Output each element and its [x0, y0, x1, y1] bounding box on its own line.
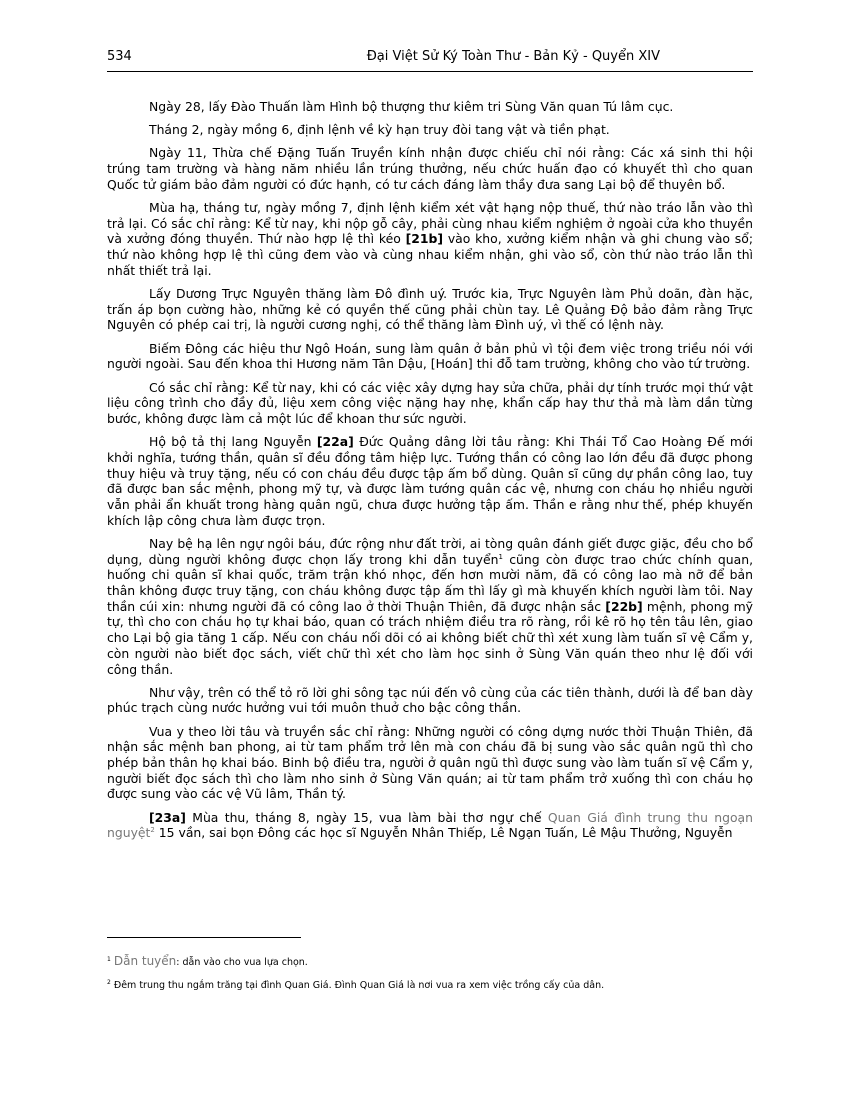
footnote [107, 955, 757, 969]
paragraph-text: cũng còn được trao chức chính quan, huống chi quân sĩ khai quốc, trăm trận khó nhọc, đến hơn mười năm, đã có công lao mà nỡ để bản thân không được truy tặng, con cháu không được tập ấm thì lấy gì mà khuyến khích người làm tôi. Nay thần cúi xin: nhưng người đã có công lao ở thời Thuận Thiên, đã được nhận sắc [107, 551, 754, 614]
paragraph [107, 810, 753, 841]
footnote-separator [107, 937, 301, 938]
paragraph: Như vậy, trên có thể tỏ rõ lời ghi sông tạc núi đến vô cùng của các tiên thành, dưới là để ban dày phúc trạch cùng nước hưởng vui tới muôn thuở cho bậc công thần. [107, 684, 753, 716]
paragraph-text: mệnh, phong mỹ tự, thì cho con cháu họ tự khai báo, quan có trách nhiệm điều tra rõ ràng, rồi kê rõ họ tên tâu lên, giao cho Lại bộ gia tăng 1 cấp. Nếu con cháu nối dõi có ai không biết chữ thì xét xung làm tuấn sĩ vệ Cẩm y, còn người nào biết đọc sách, viết chữ thì xét cho làm học sinh ở Sùng Văn quán theo như lệ đối với công thần. [107, 598, 753, 677]
paragraph: Ngày 28, lấy Đào Thuấn làm Hình bộ thượng thư kiêm tri Sùng Văn quan Tú lâm cục. [149, 99, 674, 114]
folio-marker: [23a] [149, 809, 186, 825]
paragraph-text: 15 vần, sai bọn Đông các học sĩ Nguyễn Nhân Thiếp, Lê Ngạn Tuấn, Lê Mậu Thưởng, Nguyễn [154, 825, 733, 841]
paragraph: Vua y theo lời tâu và truyền sắc chỉ rằng: Những người có công dựng nước thời Thuận Thiên, đã nhận sắc mệnh ban phong, ai từ tam phẩm trở lên mà con cháu đã bị sung vào sắc quân ngũ thì cho phép bản thân họ khai báo. Binh bộ điều tra, người ở quân ngũ thì được sung vào làm tuấn sĩ vệ Cẩm y, người biết đọc sách thì cho làm nho sinh ở Sùng Văn quán; ai từ tam phẩm trở xuống thì con cháu họ được sung vào các vệ Vũ lâm, Thần tý. [107, 723, 753, 802]
paragraph: Biếm Đông các hiệu thư Ngô Hoán, sung làm quân ở bản phủ vì tội đem việc trong triều nói với người ngoài. Sau đến khoa thi Hương năm Tân Dậu, [Hoán] thi đỗ tam trường, không cho vào tứ trường. [107, 340, 753, 372]
body-text [107, 99, 753, 849]
footnote-mark: 1 [107, 956, 111, 963]
paragraph-text: Nay bệ hạ lên ngự ngôi báu, đức rộng như đất trời, ai tòng quân đánh giết được giặc, đều cho bổ dụng, dùng người không được chọn lấy trong khi dẫn tuyển [107, 535, 753, 567]
footnote-mark: 2 [107, 979, 111, 986]
paragraph [107, 536, 753, 677]
paragraph-text: Mùa hạ, tháng tư, ngày mồng 7, định lệnh kiểm xét vật hạng nộp thuế, thứ nào tráo lẫn vào thì trả lại. Có sắc chỉ rằng: Kể từ nay, khi nộp gỗ cây, phải cùng nhau kiểm nghiệm ở ngoài cửa kho thuyền và xưởng đóng thuyền. Thứ nào hợp lệ thì kéo [107, 200, 753, 247]
page-number: 534 [107, 49, 132, 64]
paragraph: Lấy Dương Trực Nguyên thăng làm Đô đình uý. Trước kia, Trực Nguyên làm Phủ doãn, đàn hặc, trấn áp bọn cường hào, những kẻ có quyền thế cũng phải chùn tay. Lê Quảng Độ bảo đảm rằng Trực Nguyên có phép cai trị, là người cương nghị, có thể thăng làm Đình uý, vì thế có lệnh này. [107, 286, 753, 333]
footnotes [107, 955, 757, 1003]
paragraph [107, 200, 753, 279]
paragraph-text: Đức Quảng dâng lời tâu rằng: Khi Thái Tổ Cao Hoàng Đế mới khởi nghĩa, tướng thần, quân sĩ đều đồng tâm hiệp lực. Tướng thần có công lao lớn đều đã được phong thuy hiệu và truy tặng, nếu có con cháu đều được tập ấm bổ dùng. Quân sĩ cũng dự phần công lao, tuy đã được ban sắc mệnh, phong mỹ tự, và được làm tướng quân các vệ, nhưng con cháu họ nhiều người vẫn phải ẩn khuất trong hàng quân ngũ, chưa được hưởng tập ấm. Thần e rằng như thế, phép khuyến khích lập công chưa làm được trọn. [107, 434, 753, 528]
folio-marker: [22a] [316, 434, 354, 450]
running-title: Đại Việt Sử Ký Toàn Thư - Bản Kỷ - Quyển XIV [366, 49, 660, 64]
paragraph: Tháng 2, ngày mồng 6, định lệnh về kỳ hạn truy đòi tang vật và tiền phạt. [149, 122, 610, 138]
paragraph: Ngày 11, Thừa chế Đặng Tuấn Truyền kính nhận được chiếu chỉ nói rằng: Các xá sinh thi hội trúng tam trường và hàng năm nhiều lần trúng thưởng, nếu chức huấn đạo có khuyết thì cho quan Quốc tử giám bảo đảm người có đức hạnh, có tư cách đáng làm thầy đưa sang Lại bộ để thuyên bổ. [107, 145, 753, 192]
folio-marker: [21b] [405, 231, 444, 247]
footnote-ref: 2 [150, 826, 155, 835]
poem-title: Quan Giá đình trung thu ngoạn nguyệt [107, 809, 753, 841]
paragraph-text: vào kho, xưởng kiểm nhận và ghi chung vào sổ; thứ nào không hợp lệ thì cũng đem vào và cùng nhau kiểm nhận, ghi vào sổ, còn thứ nào tráo lẫn thì nhất thiết trả lại. [107, 231, 753, 278]
page-header [107, 49, 753, 72]
paragraph-text: Mùa thu, tháng 8, ngày 15, vua làm bài thơ ngự chế [185, 809, 548, 825]
footnote [107, 980, 757, 992]
folio-marker: [22b] [605, 598, 643, 614]
footnote-ref: 1 [498, 552, 503, 561]
paragraph-text: Hộ bộ tả thị lang Nguyễn [149, 434, 317, 450]
footnote-term: Dẫn tuyển [113, 954, 177, 968]
footnote-text: : dẫn vào cho vua lựa chọn. [176, 957, 308, 968]
paragraph [107, 434, 753, 528]
paragraph: Có sắc chỉ rằng: Kể từ nay, khi có các việc xây dựng hay sửa chữa, phải dự tính trước mọi thứ vật liệu công trình cho đầy đủ, liệu xem công việc nặng hay nhẹ, khẩn cấp hay thư thả mà làm dần từng bước, không được làm cả một lúc để khoan thư sức người. [107, 379, 753, 426]
footnote-text: Đêm trung thu ngắm trăng tại đình Quan Giá. Đình Quan Giá là nơi vua ra xem việc trồng cấy của dân. [110, 980, 605, 991]
